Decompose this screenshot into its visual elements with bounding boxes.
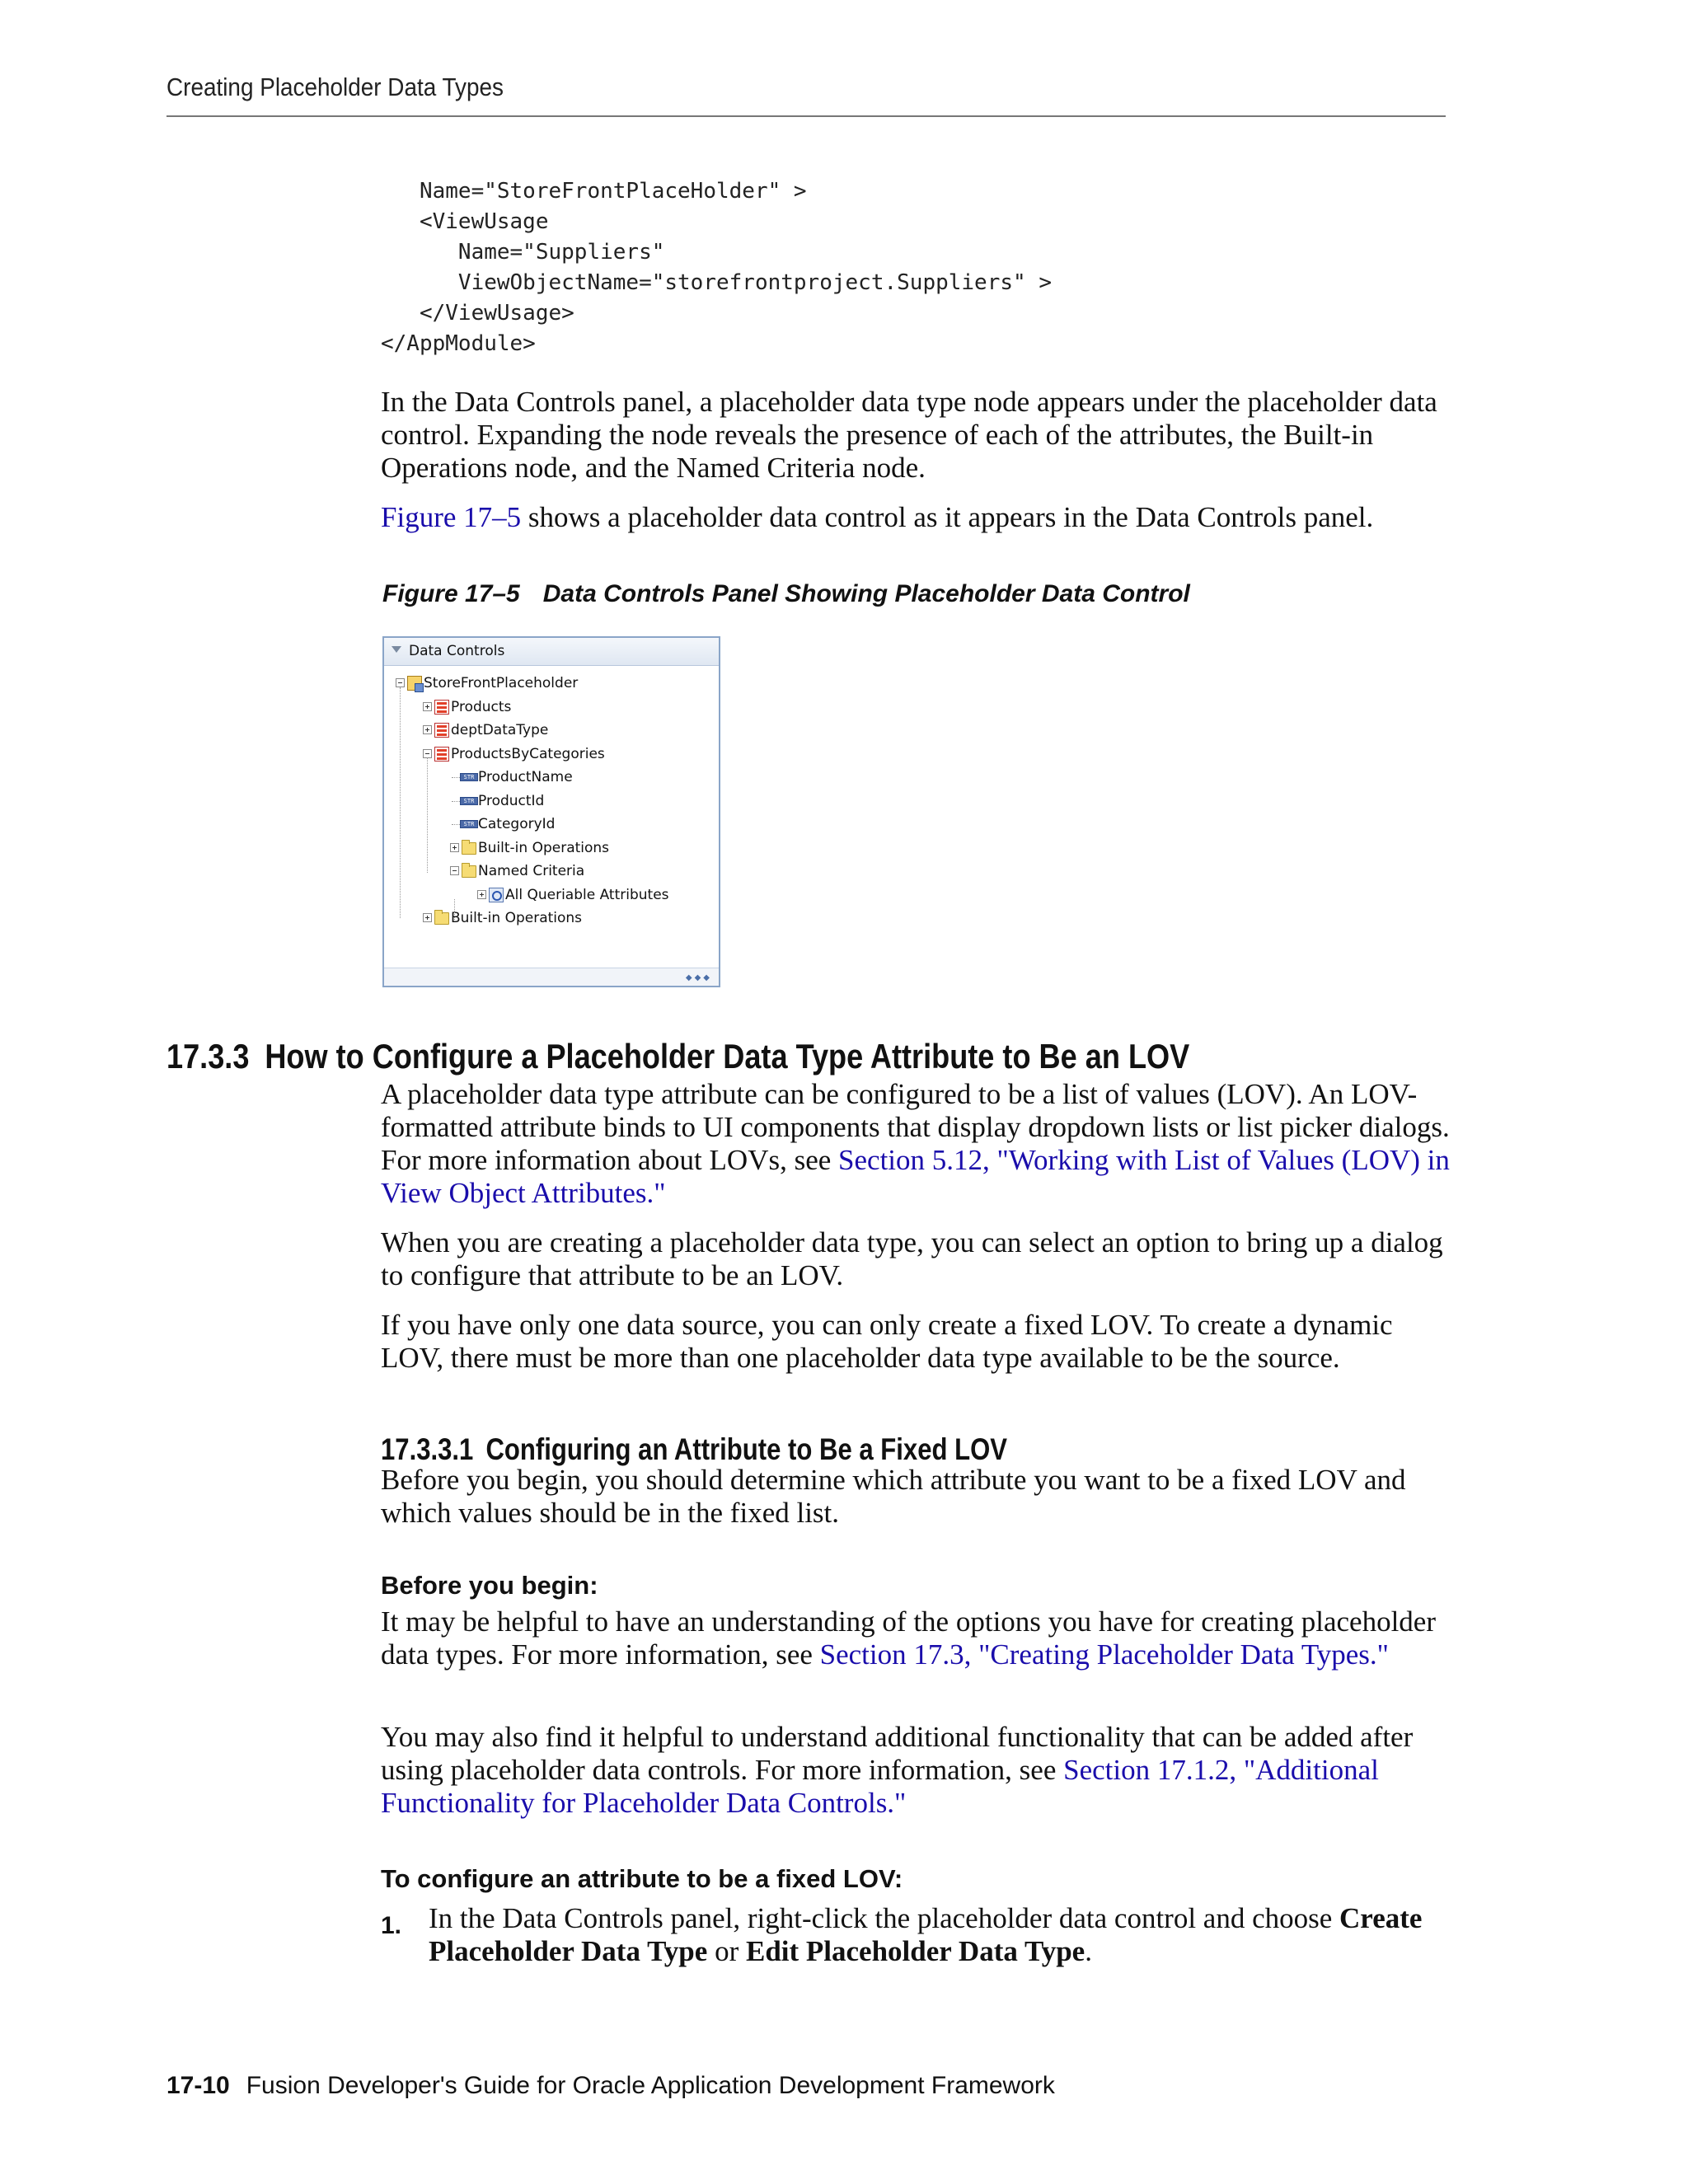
collapse-icon[interactable]: [450, 866, 459, 875]
expand-icon[interactable]: [450, 843, 459, 852]
tree-node-label: All Queriable Attributes: [505, 886, 669, 903]
figure-number: Figure 17–5: [382, 580, 520, 607]
figure-link[interactable]: Figure 17–5: [381, 501, 522, 533]
page-footer: [166, 2072, 1055, 2100]
tree-connector: [452, 824, 460, 825]
folder-icon: [434, 912, 449, 925]
code-line: Name="Suppliers": [381, 240, 665, 265]
code-block: [381, 176, 1052, 359]
tree-connector: [454, 899, 455, 920]
tree-node-label: StoreFrontPlaceholder: [424, 675, 579, 691]
tree-node-label: ProductName: [478, 769, 573, 785]
collection-icon: [434, 700, 449, 715]
procedure-heading: To configure an attribute to be a fixed LOV:: [381, 1864, 903, 1893]
paragraph: Before you begin, you should determine which attribute you want to be a fixed LOV and which values should be in the fixed list.: [381, 1464, 1406, 1529]
tree-node-label: ProductsByCategories: [451, 745, 605, 762]
tree-node-label: Named Criteria: [478, 863, 585, 879]
collapse-icon[interactable]: [423, 749, 432, 758]
code-line: </ViewUsage>: [381, 301, 574, 326]
paragraph: When you are creating a placeholder data type, you can select an option to bring up a dialog to configure that attribute to be an LOV.: [381, 1226, 1443, 1291]
subsection-number: 17.3.3.1: [381, 1432, 474, 1466]
section-link[interactable]: Section 17.3, "Creating Placeholder Data Types.": [819, 1638, 1389, 1671]
expand-icon[interactable]: [477, 890, 486, 899]
tree-connector: [452, 801, 460, 802]
subsection-heading: [381, 1432, 1007, 1467]
tree-connector: [400, 687, 401, 918]
attribute-icon: STR: [460, 773, 478, 781]
section-number: 17.3.3: [166, 1037, 250, 1076]
paragraph: If you have only one data source, you can only create a fixed LOV. To create a dynamic LOV, there must be more than one placeholder data type available to be the source.: [381, 1309, 1393, 1374]
tree-connector: [427, 757, 428, 873]
book-title: Fusion Developer's Guide for Oracle Application Development Framework: [246, 2072, 1055, 2099]
collapse-icon[interactable]: [396, 678, 405, 687]
panel-footer: [384, 968, 719, 986]
expand-icon[interactable]: [423, 702, 432, 711]
section-title: How to Configure a Placeholder Data Type Attribute to Be an LOV: [265, 1037, 1190, 1076]
tree-node-label: Products: [451, 698, 512, 715]
criteria-icon: [489, 888, 504, 902]
paragraph: A placeholder data type attribute can be configured to be a list of values (LOV). An LOV-formatted attribute binds to UI components that display dropdown lists or list picker dialogs. For more information about LOVs, see Section 5.12, "Working with List of Values (LOV) in View Object Attributes.": [381, 1078, 1450, 1209]
header-rule: [166, 115, 1446, 117]
subsection-title: Configuring an Attribute to Be a Fixed LOV: [485, 1432, 1007, 1466]
paragraph: It may be helpful to have an understanding of the options you have for creating placeholder data types. For more information, see Section 17.3, "Creating Placeholder Data Types.": [381, 1605, 1436, 1671]
before-you-begin-heading: Before you begin:: [381, 1571, 598, 1600]
paragraph: In the Data Controls panel, a placeholder data type node appears under the placeholder data control. Expanding the node reveals the presence of each of the attributes, the Built-in Operations node, and the Named Criteria node.: [381, 386, 1437, 484]
collection-icon: [434, 747, 449, 762]
step-text: In the Data Controls panel, right-click the placeholder data control and choose Create Placeholder Data Type or Edit Placeholder Data Type.: [429, 1902, 1423, 1967]
figure-title: Data Controls Panel Showing Placeholder Data Control: [542, 580, 1190, 607]
tree-node-label: ProductId: [478, 792, 545, 809]
code-line: Name="StoreFrontPlaceHolder" >: [381, 179, 807, 204]
tree-connector: [452, 777, 460, 778]
more-dots-icon[interactable]: ◆◆◆: [685, 973, 712, 982]
panel-title: Data Controls: [409, 643, 505, 659]
expand-icon[interactable]: [423, 725, 432, 734]
collapse-triangle-icon[interactable]: [392, 646, 401, 653]
data-control-icon: [407, 676, 422, 691]
running-header: Creating Placeholder Data Types: [166, 73, 504, 101]
attribute-icon: STR: [460, 797, 478, 805]
code-line: ViewObjectName="storefrontproject.Suppliers" >: [381, 270, 1052, 295]
data-controls-panel: [382, 636, 720, 987]
paragraph: You may also find it helpful to understand additional functionality that can be added after using placeholder data controls. For more information, see Section 17.1.2, "Additional Functionality for Placeholder Data Controls.": [381, 1721, 1414, 1819]
figure-caption: [382, 580, 1190, 608]
step-number: 1.: [381, 1912, 402, 1939]
section-link[interactable]: Section 17.1.2, "Additional Functionality for Placeholder Data Controls.": [381, 1754, 1379, 1819]
menu-item-name: Create Placeholder Data Type: [429, 1902, 1423, 1967]
panel-title-bar[interactable]: [384, 638, 719, 666]
section-heading: [166, 1037, 1189, 1076]
folder-icon: [462, 865, 476, 878]
attribute-icon: STR: [460, 820, 478, 828]
expand-icon[interactable]: [423, 913, 432, 922]
page-number: 17-10: [166, 2072, 230, 2099]
tree-node-label: Built-in Operations: [478, 839, 610, 856]
folder-icon: [462, 842, 476, 855]
tree-node-label: CategoryId: [478, 816, 556, 832]
code-line: <ViewUsage: [381, 209, 549, 234]
paragraph: Figure 17–5 shows a placeholder data control as it appears in the Data Controls panel.: [381, 501, 1374, 533]
code-line: </AppModule>: [381, 331, 536, 356]
tree-node-label: Built-in Operations: [451, 910, 583, 926]
tree-node-label: deptDataType: [451, 722, 549, 738]
section-link[interactable]: Section 5.12, "Working with List of Values (LOV) in View Object Attributes.": [381, 1144, 1450, 1209]
menu-item-name: Edit Placeholder Data Type: [745, 1935, 1085, 1967]
collection-icon: [434, 723, 449, 738]
